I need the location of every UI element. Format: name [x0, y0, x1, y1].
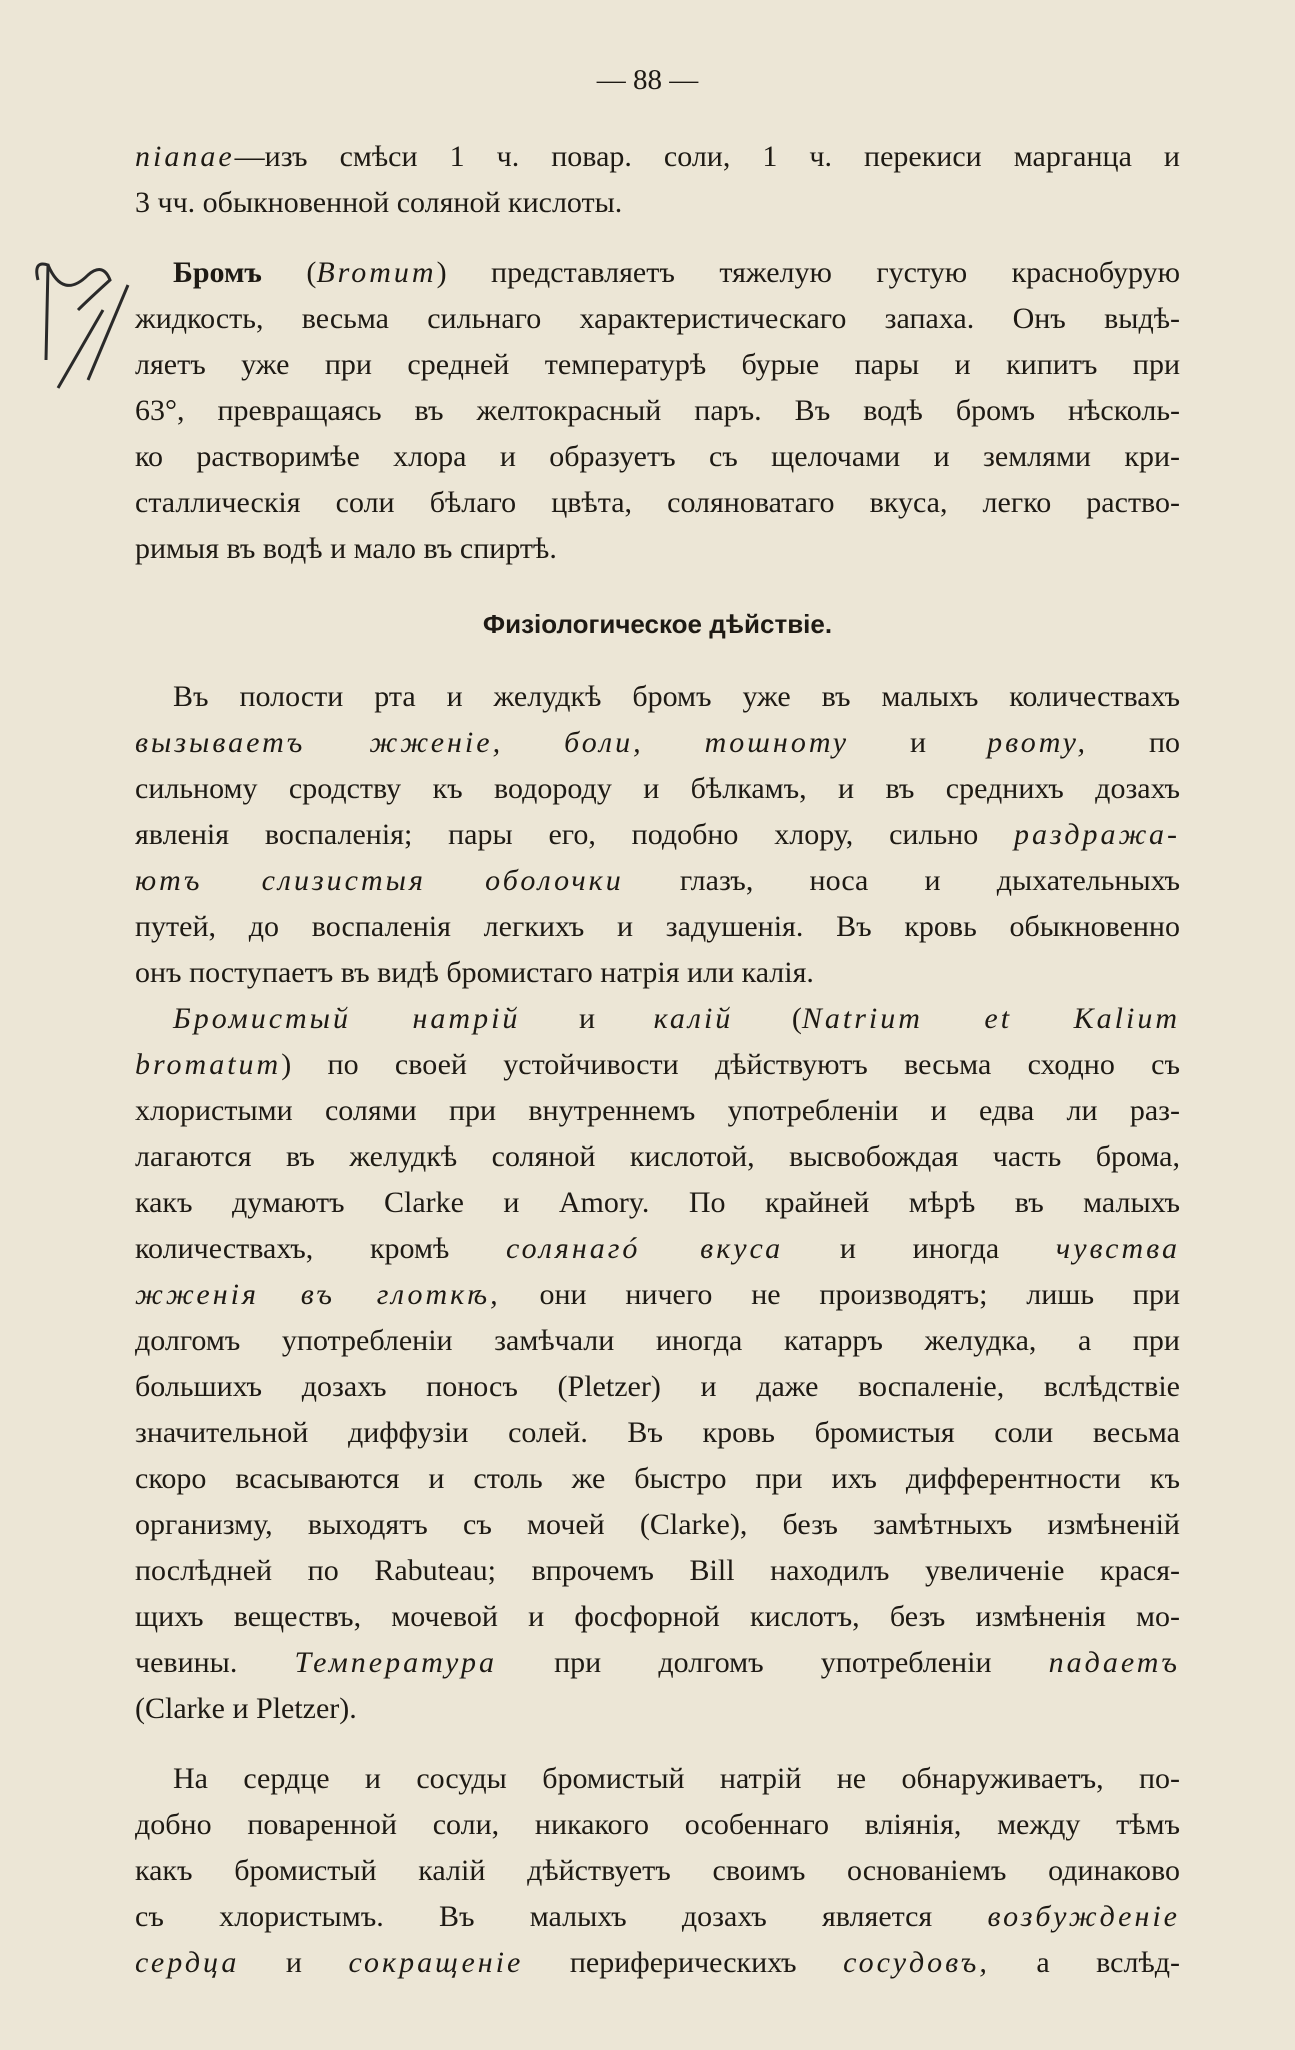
line-text: съ хлористымъ. Въ малыхъ дозахъ является: [135, 1900, 988, 1933]
italic-term: Bromum: [316, 256, 437, 289]
text-line: [135, 250, 1180, 296]
text-line: [135, 674, 1180, 720]
text-line: сильному сродству къ водороду и бѣлкамъ, и въ среднихъ дозахъ: [135, 772, 1180, 805]
line-text: они ничего не производятъ; лишь при: [500, 1278, 1180, 1311]
italic-term: тошноту: [704, 726, 850, 759]
text-line: какъ думаютъ Clarke и Amory. По крайней мѣрѣ въ малыхъ: [135, 1186, 1180, 1219]
text-line: [135, 1640, 1180, 1686]
text-line: скоро всасываются и столь же быстро при ихъ дифферентности къ: [135, 1462, 1180, 1495]
italic-term: Natrium et Kalium: [801, 1002, 1180, 1035]
line-text: Въ полости рта и желудкѣ бромъ уже въ малыхъ количествахъ: [173, 680, 1180, 713]
line-text: и: [239, 1946, 349, 1979]
margin-note-icon: [18, 240, 138, 390]
text-line: сталлическiя соли бѣлаго цвѣта, соляноватаго вкуса, легко раство-: [135, 486, 1180, 519]
italic-term: ютъ слизистыя оболочки: [135, 864, 624, 897]
italic-term: bromatum: [135, 1048, 282, 1081]
text-line: ко растворимѣе хлора и образуетъ съ щелочами и землями кри-: [135, 440, 1180, 473]
italic-term: раздража-: [1014, 818, 1180, 851]
italic-term: Бромистый натрiй: [173, 1002, 521, 1035]
text-line: 63°, превращаясь въ желтокрасный паръ. Въ водѣ бромъ нѣсколь-: [135, 394, 1180, 427]
line-text: На сердце и сосуды бромистый натрiй не обнаруживаетъ, по-: [173, 1762, 1180, 1795]
text-line: долгомъ употребленiи замѣчали иногда катарръ желудка, а при: [135, 1324, 1180, 1357]
italic-term: калiй: [653, 1002, 734, 1035]
page-number: — 88 —: [596, 64, 699, 96]
italic-term: чувства: [1055, 1232, 1180, 1265]
italic-term: піапае: [135, 140, 235, 173]
paragraph-5: [135, 1756, 1180, 1986]
text-line: [135, 812, 1180, 858]
italic-term: вызываетъ жженiе,: [135, 726, 504, 759]
paragraph-4: [135, 996, 1180, 1732]
text-line: [135, 134, 1180, 180]
line-text: по: [1087, 726, 1181, 759]
line-text: явленiя воспаленiя; пары его, подобно хлору, сильно: [135, 818, 1015, 851]
text-line: хлористыми солями при внутреннемъ употребленiи и едва ли раз-: [135, 1094, 1180, 1127]
italic-term: падаетъ: [1048, 1646, 1180, 1679]
text-line: ляетъ уже при средней температурѣ бурые пары и кипитъ при: [135, 348, 1180, 381]
text-line: римыя въ водѣ и мало въ спиртѣ.: [135, 532, 557, 565]
text-line: добно поваренной соли, никакого особеннаго влiянiя, между тѣмъ: [135, 1808, 1180, 1841]
text-line: 3 чч. обыкновенной соляной кислоты.: [135, 186, 623, 219]
paragraph-1: [135, 134, 1180, 226]
text-line: [135, 858, 1180, 904]
line-text: периферическихъ: [523, 1946, 844, 1979]
line-text: а вслѣд-: [989, 1946, 1181, 1979]
line-text: и иногда: [783, 1232, 1056, 1265]
italic-term: рвоту,: [987, 726, 1088, 759]
line-text: ) представляетъ тяжелую густую краснобурую: [436, 256, 1180, 289]
text-line: послѣдней по Rabuteau; впрочемъ Bill находилъ увеличенiе краcя-: [135, 1554, 1180, 1587]
text-line: какъ бромистый калiй дѣйствуетъ своимъ основанiемъ одинаково: [135, 1854, 1180, 1887]
line-text: при долгомъ употребленiи: [496, 1646, 1049, 1679]
paragraph-2: [135, 250, 1180, 572]
line-text: (: [306, 256, 317, 289]
paragraph-3: [135, 674, 1180, 996]
line-text: и: [849, 726, 988, 759]
line-text: —изъ смѣси 1 ч. повар. соли, 1 ч. перекиси марганца и: [234, 140, 1180, 173]
text-line: путей, до воспаленiя легкихъ и задушенiя. Въ кровь обыкновенно: [135, 910, 1180, 943]
text-line: [135, 1894, 1180, 1940]
italic-term: боли,: [564, 726, 644, 759]
italic-term: жженiя въ глоткѣ,: [135, 1278, 501, 1311]
italic-term: возбужденiе: [987, 1900, 1180, 1933]
italic-term: сокращенiе: [348, 1946, 524, 1979]
italic-term: солянагó вкуса: [506, 1232, 784, 1265]
text-line: [135, 1272, 1180, 1318]
text-line: большихъ дозахъ поносъ (Pletzer) и даже воспаленiе, вслѣдствiе: [135, 1370, 1180, 1403]
bold-term: Бромъ: [173, 256, 262, 289]
body-text: [135, 134, 1180, 1986]
text-line: лагаются въ желудкѣ соляной кислотой, высвобождая часть брома,: [135, 1140, 1180, 1173]
text-line: организму, выходятъ съ мочей (Clarke), безъ замѣтныхъ измѣненiй: [135, 1508, 1180, 1541]
text-line: [135, 996, 1180, 1042]
text-line: [135, 1042, 1180, 1088]
text-line: [135, 720, 1180, 766]
text-line: щихъ веществъ, мочевой и фосфорной кислотъ, безъ измѣненiя мо-: [135, 1600, 1180, 1633]
text-line: [135, 1756, 1180, 1802]
text-line: онъ поступаетъ въ видѣ бромистаго натрiя или калiя.: [135, 956, 814, 989]
text-line: значительной диффузiи солей. Въ кровь бромистыя соли весьма: [135, 1416, 1180, 1449]
line-text: глазъ, носа и дыхательныхъ: [623, 864, 1180, 897]
line-text: (: [733, 1002, 802, 1035]
italic-term: сосудовъ,: [843, 1946, 990, 1979]
italic-term: сердца: [135, 1946, 240, 1979]
line-text: ) по своей устойчивости дѣйствуютъ весьма сходно съ: [281, 1048, 1180, 1081]
text-line: жидкость, весьма сильнаго характеристическаго запаха. Онъ выдѣ-: [135, 302, 1180, 335]
text-line: [135, 1940, 1180, 1986]
italic-term: Температура: [294, 1646, 497, 1679]
text-line: (Clarke и Pletzer).: [135, 1692, 357, 1725]
text-line: [135, 1226, 1180, 1272]
line-text: и: [520, 1002, 654, 1035]
line-text: количествахъ, кромѣ: [135, 1232, 506, 1265]
line-text: чевины.: [135, 1646, 295, 1679]
section-heading: Физiологическое дѣйствiе.: [482, 609, 833, 639]
